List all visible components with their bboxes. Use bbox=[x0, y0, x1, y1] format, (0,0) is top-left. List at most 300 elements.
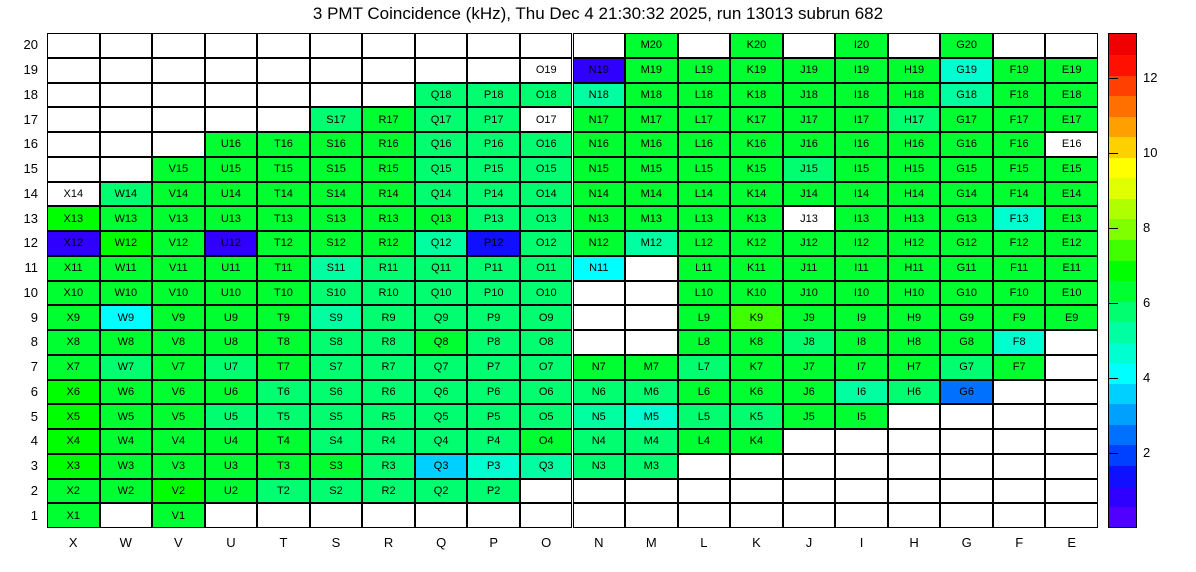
heatmap-cell[interactable] bbox=[415, 429, 468, 454]
heatmap-cell[interactable] bbox=[415, 305, 468, 330]
heatmap-cell[interactable] bbox=[47, 182, 100, 207]
heatmap-cell[interactable] bbox=[362, 429, 415, 454]
heatmap-cell[interactable] bbox=[625, 107, 678, 132]
heatmap-cell[interactable] bbox=[835, 281, 888, 306]
heatmap-cell[interactable] bbox=[678, 58, 731, 83]
heatmap-cell[interactable] bbox=[47, 281, 100, 306]
heatmap-cell[interactable] bbox=[940, 380, 993, 405]
heatmap-cell[interactable] bbox=[152, 182, 205, 207]
heatmap-cell[interactable] bbox=[678, 107, 731, 132]
heatmap-cell[interactable] bbox=[625, 157, 678, 182]
heatmap-cell[interactable] bbox=[730, 33, 783, 58]
heatmap-cell[interactable] bbox=[152, 380, 205, 405]
heatmap-cell[interactable] bbox=[520, 404, 573, 429]
heatmap-cell[interactable] bbox=[310, 330, 363, 355]
heatmap-cell[interactable] bbox=[467, 182, 520, 207]
heatmap-cell[interactable] bbox=[467, 83, 520, 108]
heatmap-cell[interactable] bbox=[678, 305, 731, 330]
heatmap-cell[interactable] bbox=[520, 256, 573, 281]
heatmap-cell[interactable] bbox=[730, 231, 783, 256]
heatmap-cell[interactable] bbox=[520, 231, 573, 256]
heatmap-cell[interactable] bbox=[835, 107, 888, 132]
heatmap-cell[interactable] bbox=[940, 33, 993, 58]
heatmap-cell[interactable] bbox=[310, 256, 363, 281]
heatmap-cell[interactable] bbox=[520, 132, 573, 157]
heatmap-cell[interactable] bbox=[1045, 206, 1098, 231]
heatmap-cell[interactable] bbox=[730, 132, 783, 157]
heatmap-cell[interactable] bbox=[940, 256, 993, 281]
heatmap-cell[interactable] bbox=[467, 479, 520, 504]
heatmap-cell[interactable] bbox=[678, 380, 731, 405]
heatmap-cell[interactable] bbox=[520, 330, 573, 355]
heatmap-cell[interactable] bbox=[47, 330, 100, 355]
heatmap-cell[interactable] bbox=[940, 330, 993, 355]
heatmap-cell[interactable] bbox=[1045, 305, 1098, 330]
heatmap-cell[interactable] bbox=[573, 256, 626, 281]
heatmap-cell[interactable] bbox=[783, 281, 836, 306]
heatmap-cell[interactable] bbox=[1045, 281, 1098, 306]
heatmap-cell[interactable] bbox=[940, 305, 993, 330]
heatmap-cell[interactable] bbox=[100, 281, 153, 306]
heatmap-cell[interactable] bbox=[520, 83, 573, 108]
heatmap-cell[interactable] bbox=[940, 83, 993, 108]
heatmap-cell[interactable] bbox=[362, 281, 415, 306]
heatmap-cell[interactable] bbox=[678, 330, 731, 355]
heatmap-cell[interactable] bbox=[678, 206, 731, 231]
heatmap-cell[interactable] bbox=[467, 107, 520, 132]
heatmap-cell[interactable] bbox=[100, 380, 153, 405]
heatmap-cell[interactable] bbox=[993, 355, 1046, 380]
heatmap-cell[interactable] bbox=[47, 206, 100, 231]
heatmap-cell[interactable] bbox=[415, 355, 468, 380]
heatmap-cell[interactable] bbox=[520, 281, 573, 306]
heatmap-cell[interactable] bbox=[783, 107, 836, 132]
heatmap-cell[interactable] bbox=[625, 206, 678, 231]
heatmap-cell[interactable] bbox=[573, 157, 626, 182]
heatmap-cell[interactable] bbox=[678, 157, 731, 182]
heatmap-cell[interactable] bbox=[257, 206, 310, 231]
heatmap-cell[interactable] bbox=[362, 380, 415, 405]
heatmap-cell[interactable] bbox=[205, 355, 258, 380]
heatmap-cell[interactable] bbox=[835, 132, 888, 157]
heatmap-cell[interactable] bbox=[835, 355, 888, 380]
heatmap-cell[interactable] bbox=[993, 231, 1046, 256]
heatmap-cell[interactable] bbox=[993, 206, 1046, 231]
heatmap-cell[interactable] bbox=[362, 182, 415, 207]
heatmap-cell[interactable] bbox=[152, 429, 205, 454]
heatmap-cell[interactable] bbox=[1045, 58, 1098, 83]
heatmap-cell[interactable] bbox=[888, 231, 941, 256]
heatmap-cell[interactable] bbox=[940, 157, 993, 182]
heatmap-cell[interactable] bbox=[257, 404, 310, 429]
heatmap-cell[interactable] bbox=[730, 281, 783, 306]
heatmap-cell[interactable] bbox=[625, 83, 678, 108]
heatmap-cell[interactable] bbox=[835, 58, 888, 83]
heatmap-cell[interactable] bbox=[362, 404, 415, 429]
heatmap-cell[interactable] bbox=[573, 231, 626, 256]
heatmap-cell[interactable] bbox=[993, 330, 1046, 355]
heatmap-cell[interactable] bbox=[783, 157, 836, 182]
heatmap-cell[interactable] bbox=[100, 404, 153, 429]
heatmap-cell[interactable] bbox=[415, 454, 468, 479]
heatmap-cell[interactable] bbox=[520, 157, 573, 182]
heatmap-cell[interactable] bbox=[993, 256, 1046, 281]
heatmap-cell[interactable] bbox=[1045, 231, 1098, 256]
heatmap-cell[interactable] bbox=[783, 182, 836, 207]
heatmap-cell[interactable] bbox=[835, 404, 888, 429]
heatmap-cell[interactable] bbox=[835, 157, 888, 182]
heatmap-cell[interactable] bbox=[888, 305, 941, 330]
heatmap-cell[interactable] bbox=[993, 157, 1046, 182]
heatmap-cell[interactable] bbox=[100, 355, 153, 380]
heatmap-cell[interactable] bbox=[47, 479, 100, 504]
heatmap-cell[interactable] bbox=[100, 429, 153, 454]
heatmap-cell[interactable] bbox=[152, 479, 205, 504]
heatmap-cell[interactable] bbox=[467, 404, 520, 429]
heatmap-cell[interactable] bbox=[310, 305, 363, 330]
heatmap-cell[interactable] bbox=[783, 206, 836, 231]
heatmap-cell[interactable] bbox=[467, 132, 520, 157]
heatmap-cell[interactable] bbox=[730, 182, 783, 207]
heatmap-cell[interactable] bbox=[835, 182, 888, 207]
heatmap-cell[interactable] bbox=[940, 281, 993, 306]
heatmap-cell[interactable] bbox=[257, 132, 310, 157]
heatmap-cell[interactable] bbox=[310, 380, 363, 405]
heatmap-cell[interactable] bbox=[362, 355, 415, 380]
heatmap-cell[interactable] bbox=[152, 157, 205, 182]
heatmap-cell[interactable] bbox=[152, 404, 205, 429]
heatmap-cell[interactable] bbox=[467, 429, 520, 454]
heatmap-cell[interactable] bbox=[362, 256, 415, 281]
heatmap-cell[interactable] bbox=[888, 182, 941, 207]
heatmap-cell[interactable] bbox=[47, 404, 100, 429]
heatmap-cell[interactable] bbox=[573, 132, 626, 157]
heatmap-cell[interactable] bbox=[362, 305, 415, 330]
heatmap-cell[interactable] bbox=[940, 132, 993, 157]
heatmap-cell[interactable] bbox=[625, 231, 678, 256]
heatmap-cell[interactable] bbox=[573, 454, 626, 479]
heatmap-cell[interactable] bbox=[310, 231, 363, 256]
heatmap-cell[interactable] bbox=[257, 305, 310, 330]
heatmap-cell[interactable] bbox=[730, 107, 783, 132]
heatmap-cell[interactable] bbox=[467, 330, 520, 355]
heatmap-cell[interactable] bbox=[940, 206, 993, 231]
heatmap-cell[interactable] bbox=[100, 231, 153, 256]
heatmap-cell[interactable] bbox=[573, 83, 626, 108]
heatmap-cell[interactable] bbox=[205, 305, 258, 330]
heatmap-cell[interactable] bbox=[152, 454, 205, 479]
heatmap-cell[interactable] bbox=[678, 355, 731, 380]
heatmap-cell[interactable] bbox=[1045, 83, 1098, 108]
heatmap-cell[interactable] bbox=[205, 281, 258, 306]
heatmap-cell[interactable] bbox=[310, 429, 363, 454]
heatmap-cell[interactable] bbox=[888, 256, 941, 281]
heatmap-cell[interactable] bbox=[678, 281, 731, 306]
heatmap-cell[interactable] bbox=[362, 330, 415, 355]
heatmap-cell[interactable] bbox=[888, 107, 941, 132]
heatmap-cell[interactable] bbox=[625, 132, 678, 157]
heatmap-cell[interactable] bbox=[47, 355, 100, 380]
heatmap-cell[interactable] bbox=[730, 380, 783, 405]
heatmap-cell[interactable] bbox=[205, 479, 258, 504]
heatmap-cell[interactable] bbox=[152, 355, 205, 380]
heatmap-cell[interactable] bbox=[940, 58, 993, 83]
heatmap-cell[interactable] bbox=[257, 330, 310, 355]
heatmap-cell[interactable] bbox=[415, 380, 468, 405]
heatmap-cell[interactable] bbox=[678, 83, 731, 108]
heatmap-cell[interactable] bbox=[310, 157, 363, 182]
heatmap-cell[interactable] bbox=[47, 256, 100, 281]
heatmap-cell[interactable] bbox=[625, 58, 678, 83]
heatmap-cell[interactable] bbox=[47, 231, 100, 256]
heatmap-cell[interactable] bbox=[415, 182, 468, 207]
heatmap-cell[interactable] bbox=[467, 454, 520, 479]
heatmap-cell[interactable] bbox=[467, 355, 520, 380]
heatmap-cell[interactable] bbox=[835, 206, 888, 231]
heatmap-cell[interactable] bbox=[415, 107, 468, 132]
heatmap-cell[interactable] bbox=[205, 429, 258, 454]
heatmap-cell[interactable] bbox=[415, 330, 468, 355]
heatmap-cell[interactable] bbox=[835, 380, 888, 405]
heatmap-cell[interactable] bbox=[573, 206, 626, 231]
heatmap-cell[interactable] bbox=[520, 305, 573, 330]
heatmap-cell[interactable] bbox=[257, 355, 310, 380]
heatmap-cell[interactable] bbox=[362, 107, 415, 132]
heatmap-cell[interactable] bbox=[310, 107, 363, 132]
heatmap-cell[interactable] bbox=[835, 231, 888, 256]
heatmap-cell[interactable] bbox=[362, 132, 415, 157]
heatmap-cell[interactable] bbox=[993, 182, 1046, 207]
heatmap-cell[interactable] bbox=[678, 256, 731, 281]
heatmap-cell[interactable] bbox=[573, 182, 626, 207]
heatmap-cell[interactable] bbox=[678, 132, 731, 157]
heatmap-cell[interactable] bbox=[100, 305, 153, 330]
heatmap-cell[interactable] bbox=[730, 330, 783, 355]
heatmap-cell[interactable] bbox=[783, 380, 836, 405]
heatmap-cell[interactable] bbox=[940, 107, 993, 132]
heatmap-cell[interactable] bbox=[520, 58, 573, 83]
heatmap-cell[interactable] bbox=[310, 206, 363, 231]
heatmap-cell[interactable] bbox=[993, 281, 1046, 306]
heatmap-cell[interactable] bbox=[730, 256, 783, 281]
heatmap-cell[interactable] bbox=[467, 231, 520, 256]
heatmap-cell[interactable] bbox=[47, 429, 100, 454]
heatmap-cell[interactable] bbox=[888, 355, 941, 380]
heatmap-cell[interactable] bbox=[835, 33, 888, 58]
heatmap-cell[interactable] bbox=[678, 429, 731, 454]
heatmap-cell[interactable] bbox=[520, 380, 573, 405]
heatmap-cell[interactable] bbox=[257, 380, 310, 405]
heatmap-cell[interactable] bbox=[1045, 132, 1098, 157]
heatmap-cell[interactable] bbox=[730, 58, 783, 83]
heatmap-cell[interactable] bbox=[888, 281, 941, 306]
heatmap-cell[interactable] bbox=[205, 182, 258, 207]
heatmap-cell[interactable] bbox=[152, 281, 205, 306]
heatmap-cell[interactable] bbox=[205, 404, 258, 429]
heatmap-cell[interactable] bbox=[310, 132, 363, 157]
heatmap-cell[interactable] bbox=[47, 454, 100, 479]
heatmap-cell[interactable] bbox=[678, 404, 731, 429]
heatmap-cell[interactable] bbox=[730, 404, 783, 429]
heatmap-cell[interactable] bbox=[888, 58, 941, 83]
heatmap-cell[interactable] bbox=[520, 182, 573, 207]
heatmap-cell[interactable] bbox=[625, 33, 678, 58]
heatmap-cell[interactable] bbox=[467, 281, 520, 306]
heatmap-cell[interactable] bbox=[625, 355, 678, 380]
heatmap-cell[interactable] bbox=[835, 330, 888, 355]
heatmap-cell[interactable] bbox=[835, 305, 888, 330]
heatmap-cell[interactable] bbox=[993, 132, 1046, 157]
heatmap-cell[interactable] bbox=[152, 305, 205, 330]
heatmap-cell[interactable] bbox=[520, 429, 573, 454]
heatmap-cell[interactable] bbox=[362, 479, 415, 504]
heatmap-cell[interactable] bbox=[415, 231, 468, 256]
heatmap-cell[interactable] bbox=[467, 380, 520, 405]
heatmap-cell[interactable] bbox=[362, 454, 415, 479]
heatmap-cell[interactable] bbox=[100, 182, 153, 207]
heatmap-cell[interactable] bbox=[257, 182, 310, 207]
heatmap-cell[interactable] bbox=[520, 107, 573, 132]
heatmap-cell[interactable] bbox=[205, 380, 258, 405]
heatmap-cell[interactable] bbox=[888, 380, 941, 405]
heatmap-cell[interactable] bbox=[152, 206, 205, 231]
heatmap-cell[interactable] bbox=[100, 330, 153, 355]
heatmap-cell[interactable] bbox=[310, 454, 363, 479]
heatmap-cell[interactable] bbox=[835, 83, 888, 108]
heatmap-cell[interactable] bbox=[310, 355, 363, 380]
heatmap-cell[interactable] bbox=[993, 305, 1046, 330]
heatmap-cell[interactable] bbox=[205, 231, 258, 256]
heatmap-cell[interactable] bbox=[625, 380, 678, 405]
heatmap-cell[interactable] bbox=[257, 281, 310, 306]
heatmap-cell[interactable] bbox=[362, 231, 415, 256]
heatmap-cell[interactable] bbox=[993, 107, 1046, 132]
heatmap-cell[interactable] bbox=[415, 83, 468, 108]
heatmap-cell[interactable] bbox=[152, 231, 205, 256]
heatmap-cell[interactable] bbox=[730, 305, 783, 330]
heatmap-cell[interactable] bbox=[993, 58, 1046, 83]
heatmap-cell[interactable] bbox=[573, 107, 626, 132]
heatmap-cell[interactable] bbox=[415, 206, 468, 231]
heatmap-cell[interactable] bbox=[625, 404, 678, 429]
heatmap-cell[interactable] bbox=[940, 231, 993, 256]
heatmap-cell[interactable] bbox=[257, 157, 310, 182]
heatmap-cell[interactable] bbox=[993, 83, 1046, 108]
heatmap-cell[interactable] bbox=[152, 256, 205, 281]
heatmap-cell[interactable] bbox=[257, 454, 310, 479]
heatmap-cell[interactable] bbox=[257, 231, 310, 256]
heatmap-cell[interactable] bbox=[888, 330, 941, 355]
heatmap-cell[interactable] bbox=[573, 429, 626, 454]
heatmap-cell[interactable] bbox=[1045, 182, 1098, 207]
heatmap-cell[interactable] bbox=[625, 454, 678, 479]
heatmap-cell[interactable] bbox=[310, 479, 363, 504]
heatmap-cell[interactable] bbox=[205, 256, 258, 281]
heatmap-cell[interactable] bbox=[888, 83, 941, 108]
heatmap-cell[interactable] bbox=[1045, 107, 1098, 132]
heatmap-cell[interactable] bbox=[940, 355, 993, 380]
heatmap-cell[interactable] bbox=[520, 206, 573, 231]
heatmap-cell[interactable] bbox=[47, 305, 100, 330]
heatmap-cell[interactable] bbox=[415, 479, 468, 504]
heatmap-cell[interactable] bbox=[520, 454, 573, 479]
heatmap-cell[interactable] bbox=[257, 256, 310, 281]
heatmap-cell[interactable] bbox=[362, 206, 415, 231]
heatmap-cell[interactable] bbox=[205, 330, 258, 355]
heatmap-cell[interactable] bbox=[730, 355, 783, 380]
heatmap-cell[interactable] bbox=[783, 58, 836, 83]
heatmap-cell[interactable] bbox=[573, 355, 626, 380]
heatmap-cell[interactable] bbox=[362, 157, 415, 182]
heatmap-cell[interactable] bbox=[730, 429, 783, 454]
heatmap-cell[interactable] bbox=[573, 404, 626, 429]
heatmap-cell[interactable] bbox=[205, 206, 258, 231]
heatmap-cell[interactable] bbox=[940, 182, 993, 207]
heatmap-cell[interactable] bbox=[783, 132, 836, 157]
heatmap-cell[interactable] bbox=[152, 330, 205, 355]
heatmap-cell[interactable] bbox=[415, 281, 468, 306]
heatmap-cell[interactable] bbox=[783, 330, 836, 355]
heatmap-cell[interactable] bbox=[100, 479, 153, 504]
heatmap-cell[interactable] bbox=[835, 256, 888, 281]
heatmap-cell[interactable] bbox=[625, 182, 678, 207]
heatmap-cell[interactable] bbox=[467, 206, 520, 231]
heatmap-cell[interactable] bbox=[152, 503, 205, 528]
heatmap-cell[interactable] bbox=[100, 454, 153, 479]
heatmap-cell[interactable] bbox=[888, 132, 941, 157]
heatmap-cell[interactable] bbox=[1045, 256, 1098, 281]
heatmap-cell[interactable] bbox=[415, 157, 468, 182]
heatmap-cell[interactable] bbox=[100, 206, 153, 231]
heatmap-cell[interactable] bbox=[467, 256, 520, 281]
heatmap-cell[interactable] bbox=[1045, 157, 1098, 182]
heatmap-cell[interactable] bbox=[310, 281, 363, 306]
heatmap-cell[interactable] bbox=[520, 355, 573, 380]
heatmap-cell[interactable] bbox=[888, 206, 941, 231]
heatmap-cell[interactable] bbox=[678, 182, 731, 207]
heatmap-cell[interactable] bbox=[310, 404, 363, 429]
heatmap-cell[interactable] bbox=[257, 429, 310, 454]
heatmap-cell[interactable] bbox=[573, 58, 626, 83]
heatmap-cell[interactable] bbox=[730, 206, 783, 231]
heatmap-cell[interactable] bbox=[678, 231, 731, 256]
heatmap-cell[interactable] bbox=[783, 256, 836, 281]
heatmap-cell[interactable] bbox=[205, 157, 258, 182]
heatmap-cell[interactable] bbox=[205, 454, 258, 479]
heatmap-cell[interactable] bbox=[783, 305, 836, 330]
heatmap-cell[interactable] bbox=[415, 404, 468, 429]
heatmap-cell[interactable] bbox=[888, 157, 941, 182]
heatmap-cell[interactable] bbox=[625, 429, 678, 454]
heatmap-cell[interactable] bbox=[783, 83, 836, 108]
heatmap-cell[interactable] bbox=[467, 157, 520, 182]
heatmap-cell[interactable] bbox=[415, 132, 468, 157]
heatmap-cell[interactable] bbox=[467, 305, 520, 330]
heatmap-cell[interactable] bbox=[573, 380, 626, 405]
heatmap-cell[interactable] bbox=[47, 503, 100, 528]
heatmap-cell[interactable] bbox=[730, 83, 783, 108]
heatmap-cell[interactable] bbox=[205, 132, 258, 157]
heatmap-cell[interactable] bbox=[730, 157, 783, 182]
heatmap-cell[interactable] bbox=[100, 256, 153, 281]
heatmap-cell[interactable] bbox=[783, 404, 836, 429]
heatmap-cell[interactable] bbox=[257, 479, 310, 504]
heatmap-cell[interactable] bbox=[783, 355, 836, 380]
heatmap-cell[interactable] bbox=[47, 380, 100, 405]
heatmap-cell[interactable] bbox=[783, 231, 836, 256]
heatmap-cell[interactable] bbox=[415, 256, 468, 281]
heatmap-cell[interactable] bbox=[310, 182, 363, 207]
